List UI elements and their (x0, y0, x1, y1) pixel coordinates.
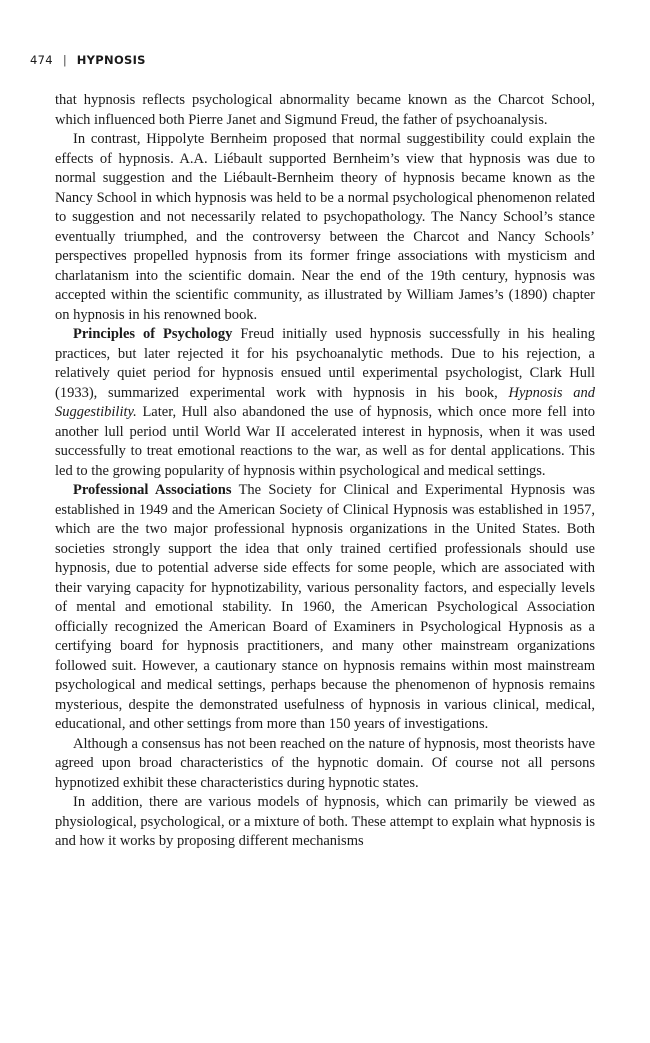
paragraph-4-text: The Society for Clinical and Experimental Hypnosis was established in 1949 and the American Society of Clinical Hypnosis was established in 1957, which are the two major professional hypnosis organizations in the United States. Both societies strongly support the idea that only trained certified professionals should use hypnosis, due to potential adverse side effects for some people, which are associated with their varying capacity for hypnotizability, various personality factors, and especially levels of mental and emotional stability. In 1960, the American Psychological Association officially recognized the American Board of Examiners in Psychological Hypnosis as a certifying board for hypnosis practitioners, and many other mainstream organizations followed suit. However, a cautionary stance on hypnosis remains within most mainstream psychological and medical settings, perhaps because the phenomenon of hypnosis remains mysterious, despite the demonstrated usefulness of hypnosis in various clinical, medical, educational, and other settings from more than 150 years of investigations. (55, 482, 595, 732)
professional-associations-heading: Professional Associations (73, 482, 232, 498)
paragraph-6: In addition, there are various models of hypnosis, which can primarily be viewed as physiological, psychological, or a mixture of both. These attempt to explain what hypnosis is and how it works by proposing different mechanisms (55, 794, 595, 849)
paragraph-2: In contrast, Hippolyte Bernheim proposed that normal suggestibility could explain the effects of hypnosis. A.A. Liébault supported Bernheim’s view that hypnosis was due to normal suggestion and the Liébault-Bernheim theory of hypnosis became known as the Nancy School in which hypnosis was held to be a normal psychological phenomenon related to suggestion and not necessarily related to psychopathology. The Nancy School’s stance eventually triumphed, and the controversy between the Charcot and Nancy Schools’ perspectives propelled hypnosis from its former fringe associations with mysticism and charlatanism into the scientific domain. Near the end of the 19th century, hypnosis was accepted within the scientific community, as illustrated by William James’s (1890) chapter on hypnosis in his renowned book. (55, 131, 595, 323)
book-title-italic: Hypnosis and Suggestibility. (55, 384, 595, 420)
running-title: HYPNOSIS (76, 53, 146, 67)
running-head (30, 51, 146, 69)
principles-of-psychology-heading: Principles of Psychology (73, 326, 233, 342)
page-number: 474 (30, 53, 53, 67)
header-separator: | (62, 53, 67, 67)
paragraph-4 (55, 481, 595, 735)
paragraph-5: Although a consensus has not been reached on the nature of hypnosis, most theorists have agreed upon broad characteristics of the hypnotic domain. Of course not all persons hypnotized exhibit these characteristics during hypnotic states. (55, 735, 595, 791)
paragraph-1: that hypnosis reflects psychological abnormality became known as the Charcot School, which influenced both Pierre Janet and Sigmund Freud, the father of psychoanalysis. (55, 92, 595, 128)
paragraph-3-text-b: Later, Hull also abandoned the use of hypnosis, which once more fell into another lull period until World War II accelerated interest in hypnosis, when it was used successfully to treat emotional reactions to the war, as well as for dental applications. This led to the growing popularity of hypnosis within psychological and medical settings. (55, 404, 595, 479)
paragraph-3-text-a: Freud initially used hypnosis successfully in his healing practices, but later rejected it for his psychoanalytic methods. Due to his rejection, a relatively quiet period for hypnosis ensued until experimental psychologist, Clark Hull (1933), summarized experimental work with hypnosis in his book, (55, 326, 595, 401)
body-text (55, 91, 595, 852)
paragraph-3 (55, 325, 595, 481)
